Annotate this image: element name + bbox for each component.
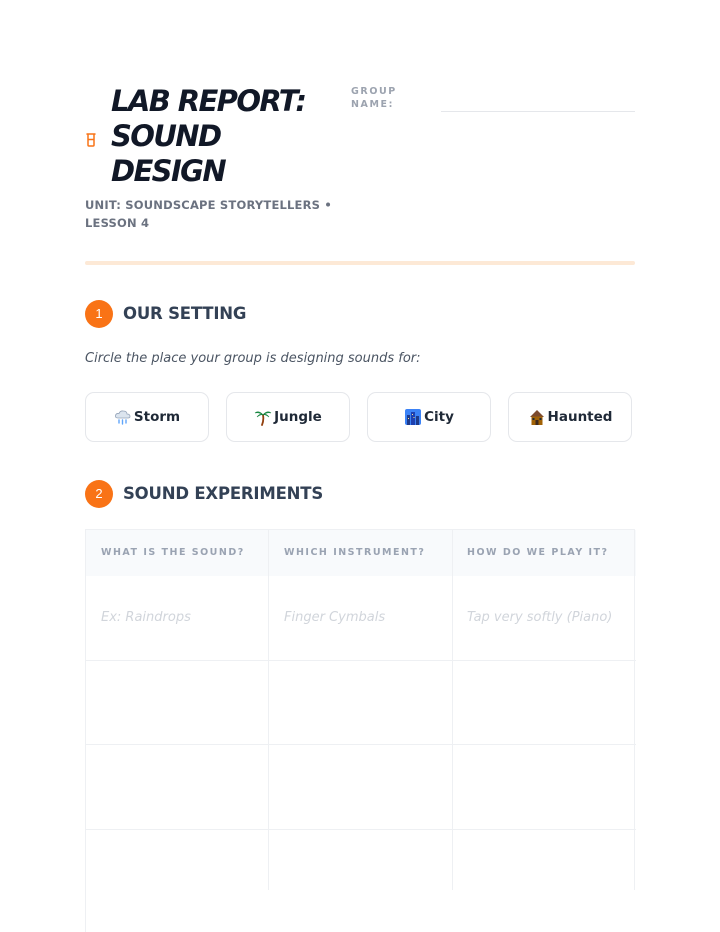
- column-header: WHICH INSTRUMENT?: [284, 547, 426, 558]
- worksheet-page: [85, 0, 635, 932]
- unit-lesson-label: [85, 196, 345, 232]
- table-cell[interactable]: [86, 745, 269, 829]
- column-divider: [452, 530, 453, 890]
- table-cell[interactable]: [269, 830, 452, 914]
- section-our-setting: [85, 300, 635, 328]
- title-line: SOUND: [111, 119, 221, 153]
- worksheet-header: [85, 82, 635, 232]
- option-haunted[interactable]: [508, 392, 632, 442]
- setting-instruction: Circle the place your group is designing sounds for:: [85, 351, 421, 366]
- header-divider: [85, 261, 635, 265]
- table-header-row: [86, 530, 636, 576]
- table-cell[interactable]: [86, 830, 269, 914]
- section-number-badge: 1: [85, 300, 113, 328]
- table-row: [86, 576, 636, 660]
- table-cell[interactable]: Finger Cymbals: [284, 610, 386, 625]
- section-number-badge: 2: [85, 480, 113, 508]
- table-cell[interactable]: [452, 745, 636, 829]
- section-title: SOUND EXPERIMENTS: [123, 484, 323, 503]
- group-name-label: [351, 85, 411, 111]
- option-storm[interactable]: [85, 392, 209, 442]
- title-line: DESIGN: [111, 154, 226, 188]
- experiments-table: [85, 529, 635, 932]
- table-cell[interactable]: [269, 661, 452, 745]
- table-cell[interactable]: Ex: Raindrops: [101, 610, 191, 625]
- title-line: LAB REPORT:: [111, 84, 306, 118]
- unit-label: UNIT: SOUNDSCAPE STORYTELLERS •: [85, 198, 332, 212]
- table-row: [86, 660, 636, 745]
- option-city[interactable]: [367, 392, 491, 442]
- table-cell[interactable]: Tap very softly (Piano): [467, 610, 613, 625]
- palm-tree-icon: [254, 408, 272, 426]
- option-label: Haunted: [547, 409, 613, 425]
- table-cell[interactable]: [452, 830, 636, 914]
- column-header: HOW DO WE PLAY IT?: [467, 547, 609, 558]
- page-title: [111, 84, 341, 189]
- city-icon: [404, 408, 422, 426]
- column-header: WHAT IS THE SOUND?: [101, 547, 245, 558]
- option-label: Storm: [133, 409, 181, 425]
- table-row: [86, 744, 636, 829]
- setting-options: [85, 392, 635, 444]
- table-cell[interactable]: [86, 661, 269, 745]
- group-name-field[interactable]: [441, 111, 635, 112]
- storm-cloud-icon: [114, 408, 132, 426]
- column-divider: [634, 530, 635, 890]
- table-cell[interactable]: [269, 745, 452, 829]
- table-cell[interactable]: [452, 661, 636, 745]
- group-label-line: GROUP: [351, 86, 397, 97]
- section-sound-experiments: [85, 480, 635, 508]
- lesson-label: LESSON 4: [85, 216, 150, 230]
- table-row: [86, 829, 636, 914]
- option-label: Jungle: [274, 409, 322, 425]
- section-title: OUR SETTING: [123, 304, 247, 323]
- option-jungle[interactable]: [226, 392, 350, 442]
- group-label-line: NAME:: [351, 99, 395, 110]
- haunted-house-icon: [528, 408, 546, 426]
- column-divider: [268, 530, 269, 890]
- option-label: City: [424, 409, 454, 425]
- beaker-icon: [85, 133, 97, 147]
